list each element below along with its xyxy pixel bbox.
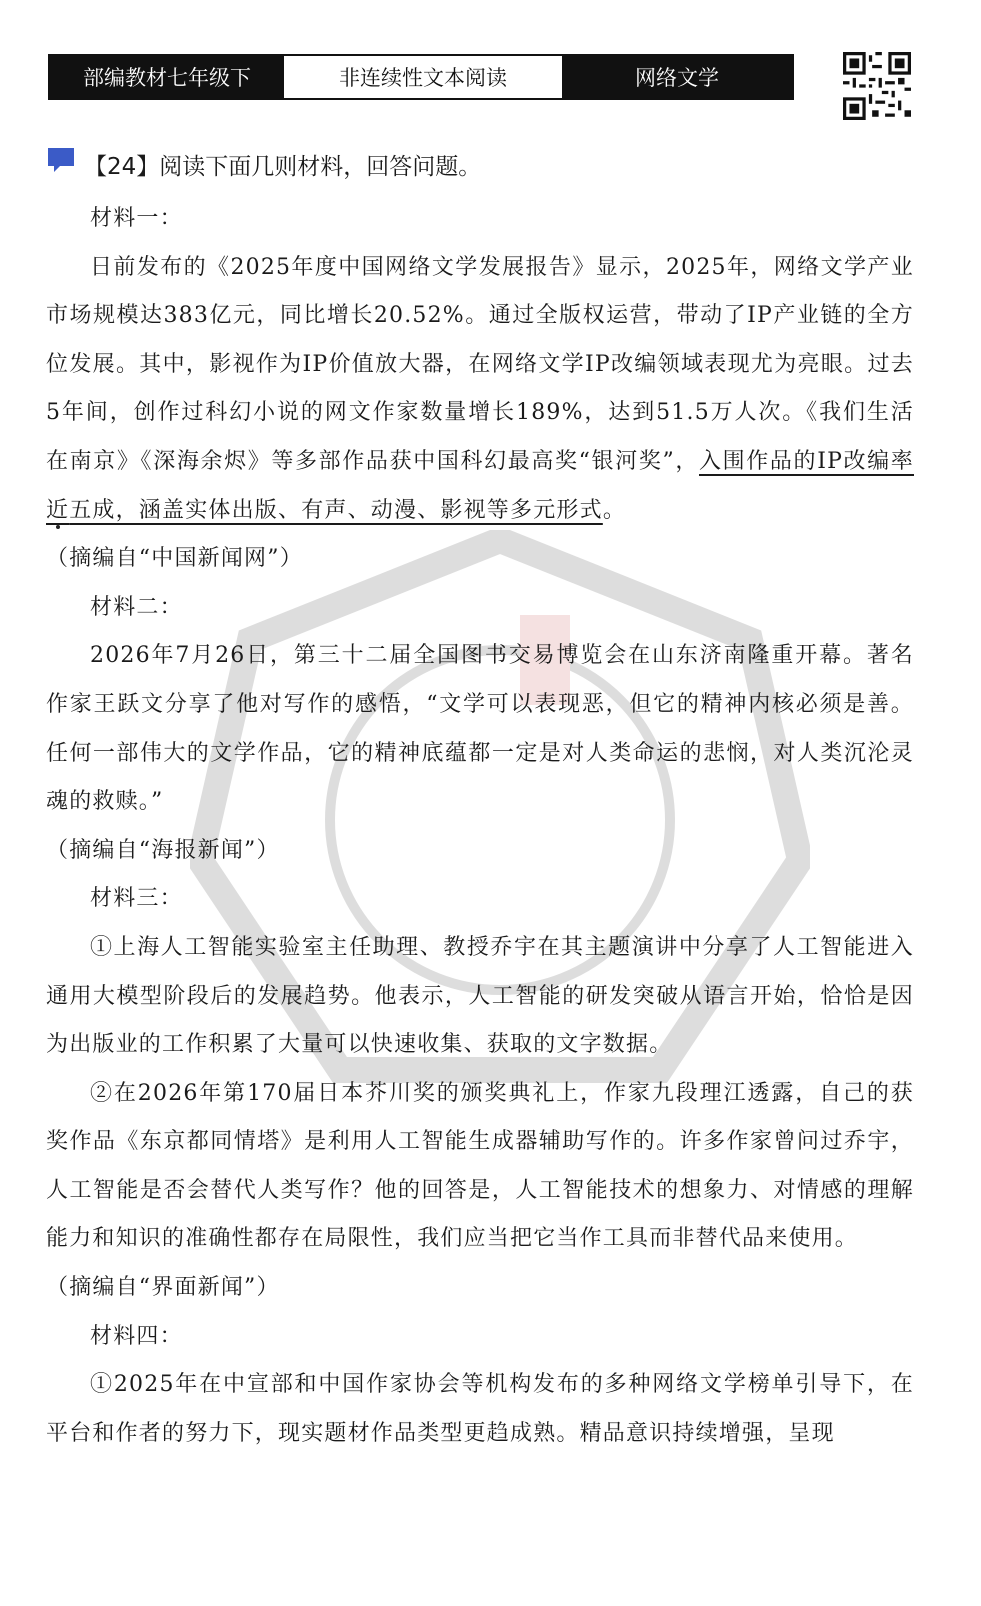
qr-code-icon: [843, 52, 911, 120]
material-1-source: （摘编自“中国新闻网”）: [46, 546, 303, 572]
material-3-source: （摘编自“界面新闻”）: [46, 1275, 280, 1301]
header-grade: 部编教材七年级下: [50, 56, 284, 98]
material-1-text-b: 。: [602, 497, 627, 523]
header-bar: [48, 54, 794, 100]
material-2-source: （摘编自“海报新闻”）: [46, 837, 280, 863]
underlined-part-a: 入围作品的IP改编率: [699, 448, 914, 474]
material-2-text: 2026年7月26日，第三十二届全国图书交易博览会在山东济南隆重开幕。著名作家王跃文分享了他对写作的感悟，“文学可以表现恶，但它的精神内核必须是善。任何一部伟大的文学作品，它的精神底蕴都一定是对人类命运的悲悯，对人类沉沦灵魂的救赎。”: [46, 643, 914, 815]
question-title: [46, 148, 916, 181]
dotted-char: 近: [46, 497, 70, 523]
material-4-para-1: ①2025年在中宣部和中国作家协会等机构发布的多种网络文学榜单引导下，在平台和作者的努力下，现实题材作品类型更趋成熟。精品意识持续增强，呈现: [46, 1372, 914, 1446]
material-3-para-2: ②在2026年第170届日本芥川奖的颁奖典礼上，作家九段理江透露，自己的获奖作品《东京都同情塔》是利用人工智能生成器辅助写作的。许多作家曾问过乔宇，人工智能是否会替代人类写作？他的回答是，人工智能技术的想象力、对情感的理解能力和知识的准确性都存在局限性，我们应当把它当作工具而非替代品来使用。: [46, 1080, 914, 1252]
question-label: 【24】阅读下面几则材料，回答问题。: [84, 154, 482, 180]
material-4-heading: 材料四：: [90, 1323, 183, 1349]
material-2-heading: 材料二：: [90, 594, 183, 620]
material-1-heading: 材料一：: [90, 206, 183, 231]
reading-content: [46, 195, 914, 1458]
material-1-text: [46, 244, 914, 536]
underlined-part-b: 五成，涵盖实体出版、有声、动漫、影视等多元形式: [69, 497, 603, 523]
header-type: 非连续性文本阅读: [284, 56, 562, 98]
bookmark-icon: [46, 146, 78, 174]
material-1-text-a: 日前发布的《2025年度中国网络文学发展报告》显示，2025年，网络文学产业市场规模达383亿元，同比增长20.52%。通过全版权运营，带动了IP产业链的全方位发展。其中，影视作为IP价值放大器，在网络文学IP改编领域表现尤为亮眼。过去5年间，创作过科幻小说的网文作家数量增长189%，达到51.5万人次。《我们生活在南京》《深海余烬》等多部作品获中国科幻最高奖“银河奖”，: [46, 254, 914, 474]
header-topic: 网络文学: [562, 56, 792, 98]
material-3-heading: 材料三：: [90, 886, 183, 912]
material-3-para-1: ①上海人工智能实验室主任助理、教授乔宇在其主题演讲中分享了人工智能进入通用大模型阶段后的发展趋势。他表示，人工智能的研发突破从语言开始，恰恰是因为出版业的工作积累了大量可以快速收集、获取的文字数据。: [46, 934, 914, 1058]
